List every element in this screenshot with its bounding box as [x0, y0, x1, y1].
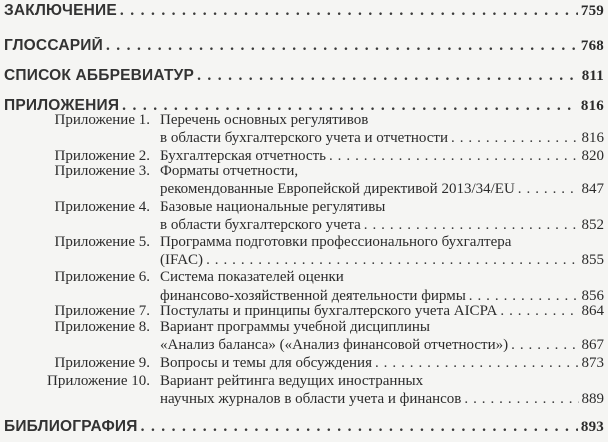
- dot-leader: [518, 181, 579, 198]
- appendix-title: Постулаты и принципы бухгалтерского учета AICPA: [160, 303, 498, 319]
- appendix-title-continued: научных журналов в области учета и финансов: [160, 391, 462, 407]
- toc-entry-page: 816: [580, 98, 604, 114]
- toc-entry-page: 768: [580, 38, 604, 54]
- appendix-label: Приложение 10.: [46, 373, 150, 389]
- toc-entry-page: 759: [580, 3, 604, 19]
- toc-entry-title: ЗАКЛЮЧЕНИЕ: [4, 2, 117, 19]
- appendix-title: Перечень основных регулятивов: [160, 112, 369, 128]
- toc-entry-glossary[interactable]: [4, 37, 604, 55]
- dot-leader: [451, 130, 578, 147]
- dot-leader: [141, 418, 578, 436]
- appendix-page: 852: [581, 217, 604, 233]
- appendix-title-line: [160, 269, 604, 286]
- dot-leader: [364, 217, 579, 234]
- appendix-title: Форматы отчетности,: [160, 163, 299, 179]
- appendix-title-line: [160, 373, 604, 390]
- toc-entry-title: ГЛОССАРИЙ: [4, 37, 103, 54]
- appendix-title-continued: финансово-хозяйственной деятельности фирмы: [160, 288, 466, 304]
- dot-leader: [500, 303, 578, 320]
- dot-leader: [206, 252, 578, 269]
- appendix-title-line: [160, 355, 604, 372]
- appendix-label: Приложение 1.: [54, 112, 150, 128]
- appendix-page: 820: [581, 148, 604, 164]
- toc-entry-title: СПИСОК АББРЕВИАТУР: [4, 67, 195, 84]
- appendix-title: Базовые национальные регулятивы: [160, 199, 386, 215]
- dot-leader: [197, 67, 579, 85]
- appendix-title-line: [160, 199, 604, 216]
- toc-entry-title: ПРИЛОЖЕНИЯ: [4, 97, 120, 114]
- dot-leader: [511, 337, 578, 354]
- dot-leader: [464, 391, 578, 408]
- dot-leader: [375, 355, 579, 372]
- toc-entry-conclusion[interactable]: [4, 2, 604, 20]
- appendix-label: Приложение 8.: [54, 319, 150, 335]
- appendix-label: Приложение 6.: [54, 269, 150, 285]
- appendix-label: Приложение 9.: [54, 355, 150, 371]
- appendix-title-line: [160, 112, 604, 129]
- appendix-page: 864: [581, 303, 604, 319]
- appendix-title-line: [160, 163, 604, 180]
- toc-entry-page: 811: [581, 68, 604, 84]
- toc-entry-abbreviations[interactable]: [4, 67, 604, 85]
- appendix-page: 847: [581, 181, 604, 197]
- dot-leader: [106, 37, 578, 55]
- appendix-page: 856: [581, 288, 604, 304]
- appendix-title: Вариант рейтинга ведущих иностранных: [160, 373, 424, 389]
- appendix-title: Вариант программы учебной дисциплины: [160, 319, 430, 335]
- appendix-title: Система показателей оценки: [160, 269, 344, 285]
- appendix-title-line: [160, 337, 604, 354]
- appendix-title-line: [160, 130, 604, 147]
- appendix-title-line: [160, 319, 604, 336]
- appendix-title-continued: рекомендованные Европейской директивой 2013/34/EU: [160, 181, 515, 197]
- toc-entry-page: 893: [580, 419, 604, 435]
- appendix-title-line: [160, 217, 604, 234]
- appendix-page: 889: [581, 391, 604, 407]
- appendix-title-continued: в области бухгалтерского учета: [160, 217, 361, 233]
- appendix-page: 816: [581, 130, 604, 146]
- appendix-title-continued: в области бухгалтерского учета и отчетности: [160, 130, 449, 146]
- appendix-label: Приложение 5.: [54, 234, 150, 250]
- toc-entry-title: БИБЛИОГРАФИЯ: [4, 418, 138, 435]
- appendix-page: 873: [581, 355, 604, 371]
- appendix-title-line: [160, 181, 604, 198]
- toc-entry-bibliography[interactable]: [4, 418, 604, 436]
- appendix-title-line: [160, 391, 604, 408]
- appendix-title: Вопросы и темы для обсуждения: [160, 355, 372, 371]
- appendix-page: 867: [581, 337, 604, 353]
- appendix-title: Бухгалтерская отчетность: [160, 148, 326, 164]
- appendix-label: Приложение 3.: [54, 163, 150, 179]
- appendix-label: Приложение 2.: [54, 148, 150, 164]
- dot-leader: [120, 2, 578, 20]
- appendix-title: Программа подготовки профессионального бухгалтера: [160, 234, 512, 250]
- appendix-page: 855: [581, 252, 604, 268]
- appendix-title-line: [160, 303, 604, 320]
- appendix-label: Приложение 4.: [54, 199, 150, 215]
- appendix-title-line: [160, 234, 604, 251]
- appendix-title-continued: (IFAC): [160, 252, 204, 268]
- appendix-label: Приложение 7.: [54, 303, 150, 319]
- appendix-title-line: [160, 252, 604, 269]
- appendix-title-continued: «Анализ баланса» («Анализ финансовой отчетности»): [160, 337, 509, 353]
